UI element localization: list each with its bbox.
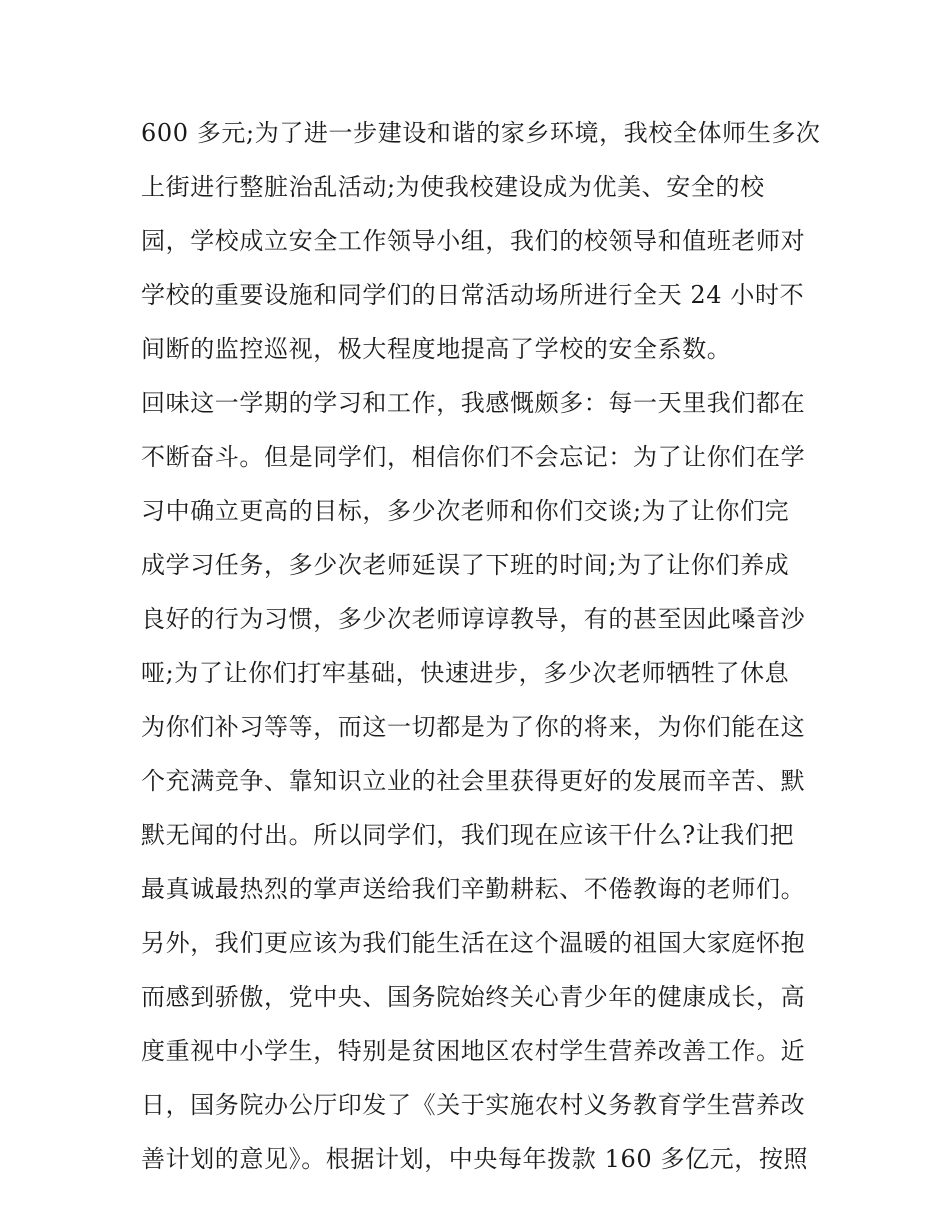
text-line: 回味这一学期的学习和工作，我感慨颇多：每一天里我们都在 xyxy=(141,389,806,417)
text-line: 度重视中小学生，特别是贫困地区农村学生营养改善工作。近 xyxy=(141,1037,806,1065)
document-body xyxy=(141,106,831,1186)
text-line: 哑;为了让你们打牢基础，快速进步，多少次老师牺牲了休息 xyxy=(141,659,790,687)
text-line: 园，学校成立安全工作领导小组，我们的校领导和值班老师对 xyxy=(141,227,806,255)
text-line: 为你们补习等等，而这一切都是为了你的将来，为你们能在这 xyxy=(141,713,806,741)
text-line: 善计划的意见》。根据计划，中央每年拨款 160 多亿元，按照 xyxy=(141,1145,809,1173)
text-line: 成学习任务，多少次老师延误了下班的时间;为了让你们养成 xyxy=(141,551,790,579)
text-line: 良好的行为习惯，多少次老师谆谆教导，有的甚至因此嗓音沙 xyxy=(141,605,806,633)
text-line: 默无闻的付出。所以同学们，我们现在应该干什么?让我们把 xyxy=(141,821,795,849)
text-line: 习中确立更高的目标，多少次老师和你们交谈;为了让你们完 xyxy=(141,497,790,525)
text-line: 600 多元;为了进一步建设和谐的家乡环境，我校全体师生多次 xyxy=(141,119,821,147)
text-line: 而感到骄傲，党中央、国务院始终关心青少年的健康成长，高 xyxy=(141,983,806,1011)
text-line: 最真诚最热烈的掌声送给我们辛勤耕耘、不倦教诲的老师们。 xyxy=(141,875,806,903)
text-line: 上街进行整脏治乱活动;为使我校建设成为优美、安全的校 xyxy=(141,173,765,201)
text-line: 不断奋斗。但是同学们，相信你们不会忘记：为了让你们在学 xyxy=(141,443,806,471)
text-line: 间断的监控巡视，极大程度地提高了学校的安全系数。 xyxy=(141,335,732,363)
text-line: 个充满竞争、靠知识立业的社会里获得更好的发展而辛苦、默 xyxy=(141,767,806,795)
text-line: 另外，我们更应该为我们能生活在这个温暖的祖国大家庭怀抱 xyxy=(141,929,806,957)
text-line: 日，国务院办公厅印发了《关于实施农村义务教育学生营养改 xyxy=(141,1091,806,1119)
text-line: 学校的重要设施和同学们的日常活动场所进行全天 24 小时不 xyxy=(141,281,805,309)
